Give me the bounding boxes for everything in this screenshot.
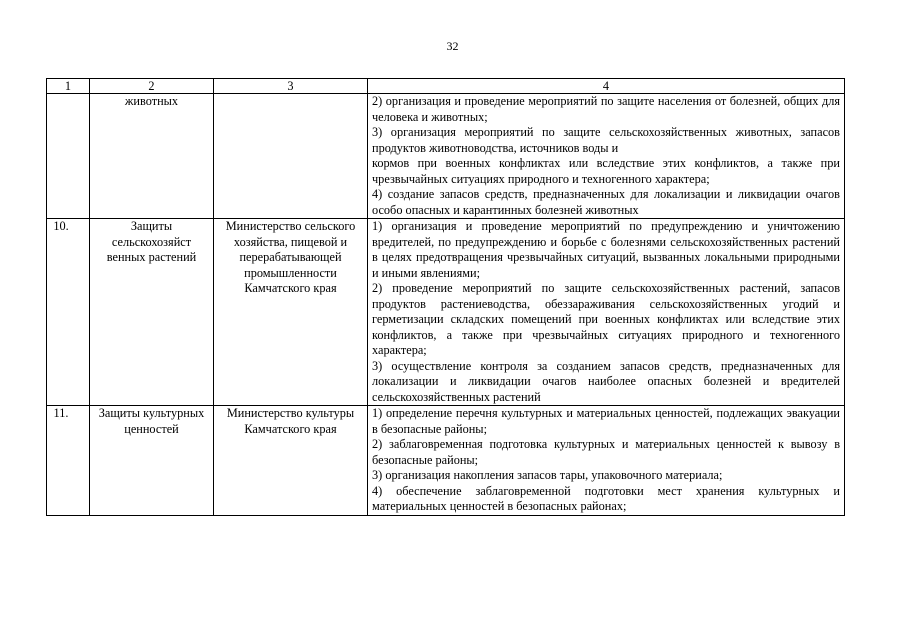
task-item: 1) организация и проведение мероприятий по предупреждению и уничтожению вредителей, по предупреждению и борьбе с болезнями сельскохозяйственных растений в целях предотвращения чрезвычайных ситуаций, вызванных локальными природными и иными явлениями; <box>372 219 840 280</box>
tasks-cell <box>368 406 845 516</box>
tasks-cell <box>368 94 845 219</box>
task-item: кормов при военных конфликтах или вследствие этих конфликтов, а также при чрезвычайных ситуациях природного и техногенного характера; <box>372 156 840 186</box>
service-name: Защиты культурных ценностей <box>90 406 214 516</box>
tasks-cell <box>368 219 845 406</box>
table-row <box>47 219 845 406</box>
task-item: 2) проведение мероприятий по защите сельскохозяйственных растений, запасов продуктов растениеводства, обеззараживания сельскохозяйственных угодий и герметизации складских помещений при военных конфликтах или вследствие этих конфликтов, а также при чрезвычайных ситуациях природного и техногенного характера; <box>372 281 840 357</box>
table-row <box>47 94 845 219</box>
responsible-body <box>214 94 368 219</box>
table-row <box>47 406 845 516</box>
task-item: 3) организация мероприятий по защите сельскохозяйственных животных, запасов продуктов животноводства, источников воды и <box>372 125 840 155</box>
responsible-body: Министерство сельского хозяйства, пищевой и перерабатывающей промышленности Камчатского края <box>214 219 368 406</box>
task-item: 3) организация накопления запасов тары, упаковочного материала; <box>372 468 723 482</box>
header-cell-4: 4 <box>368 79 845 94</box>
service-name: животных <box>90 94 214 219</box>
page-number: 32 <box>446 39 459 53</box>
row-number <box>47 406 90 516</box>
task-item: 1) определение перечня культурных и материальных ценностей, подлежащих эвакуации в безопасные районы; <box>372 406 840 436</box>
table-header-row <box>47 79 845 94</box>
task-item: 2) организация и проведение мероприятий по защите населения от болезней, общих для человека и животных; <box>372 94 840 124</box>
task-item: 3) осуществление контроля за созданием запасов средств, предназначенных для локализации и ликвидации очагов наиболее опасных болезней и вредителей сельскохозяйственных растений <box>372 358 840 404</box>
header-cell-3: 3 <box>214 79 368 94</box>
row-number-text: 10. <box>53 219 69 233</box>
task-item: 4) обеспечение заблаговременной подготовки мест хранения культурных и материальных ценностей в безопасных районах; <box>372 483 840 513</box>
task-item: 2) заблаговременная подготовка культурных и материальных ценностей к вывозу в безопасные районы; <box>372 437 840 467</box>
header-cell-2: 2 <box>90 79 214 94</box>
services-table <box>46 78 845 516</box>
row-number <box>47 219 90 406</box>
responsible-body: Министерство культуры Камчатского края <box>214 406 368 516</box>
row-number <box>47 94 90 219</box>
task-item: 4) создание запасов средств, предназначенных для локализации и ликвидации очагов особо опасных и карантинных болезней животных <box>372 187 840 217</box>
service-name: Защиты сельскохозяйст венных растений <box>90 219 214 406</box>
header-cell-1: 1 <box>47 79 90 94</box>
row-number-text: 11. <box>53 406 69 420</box>
